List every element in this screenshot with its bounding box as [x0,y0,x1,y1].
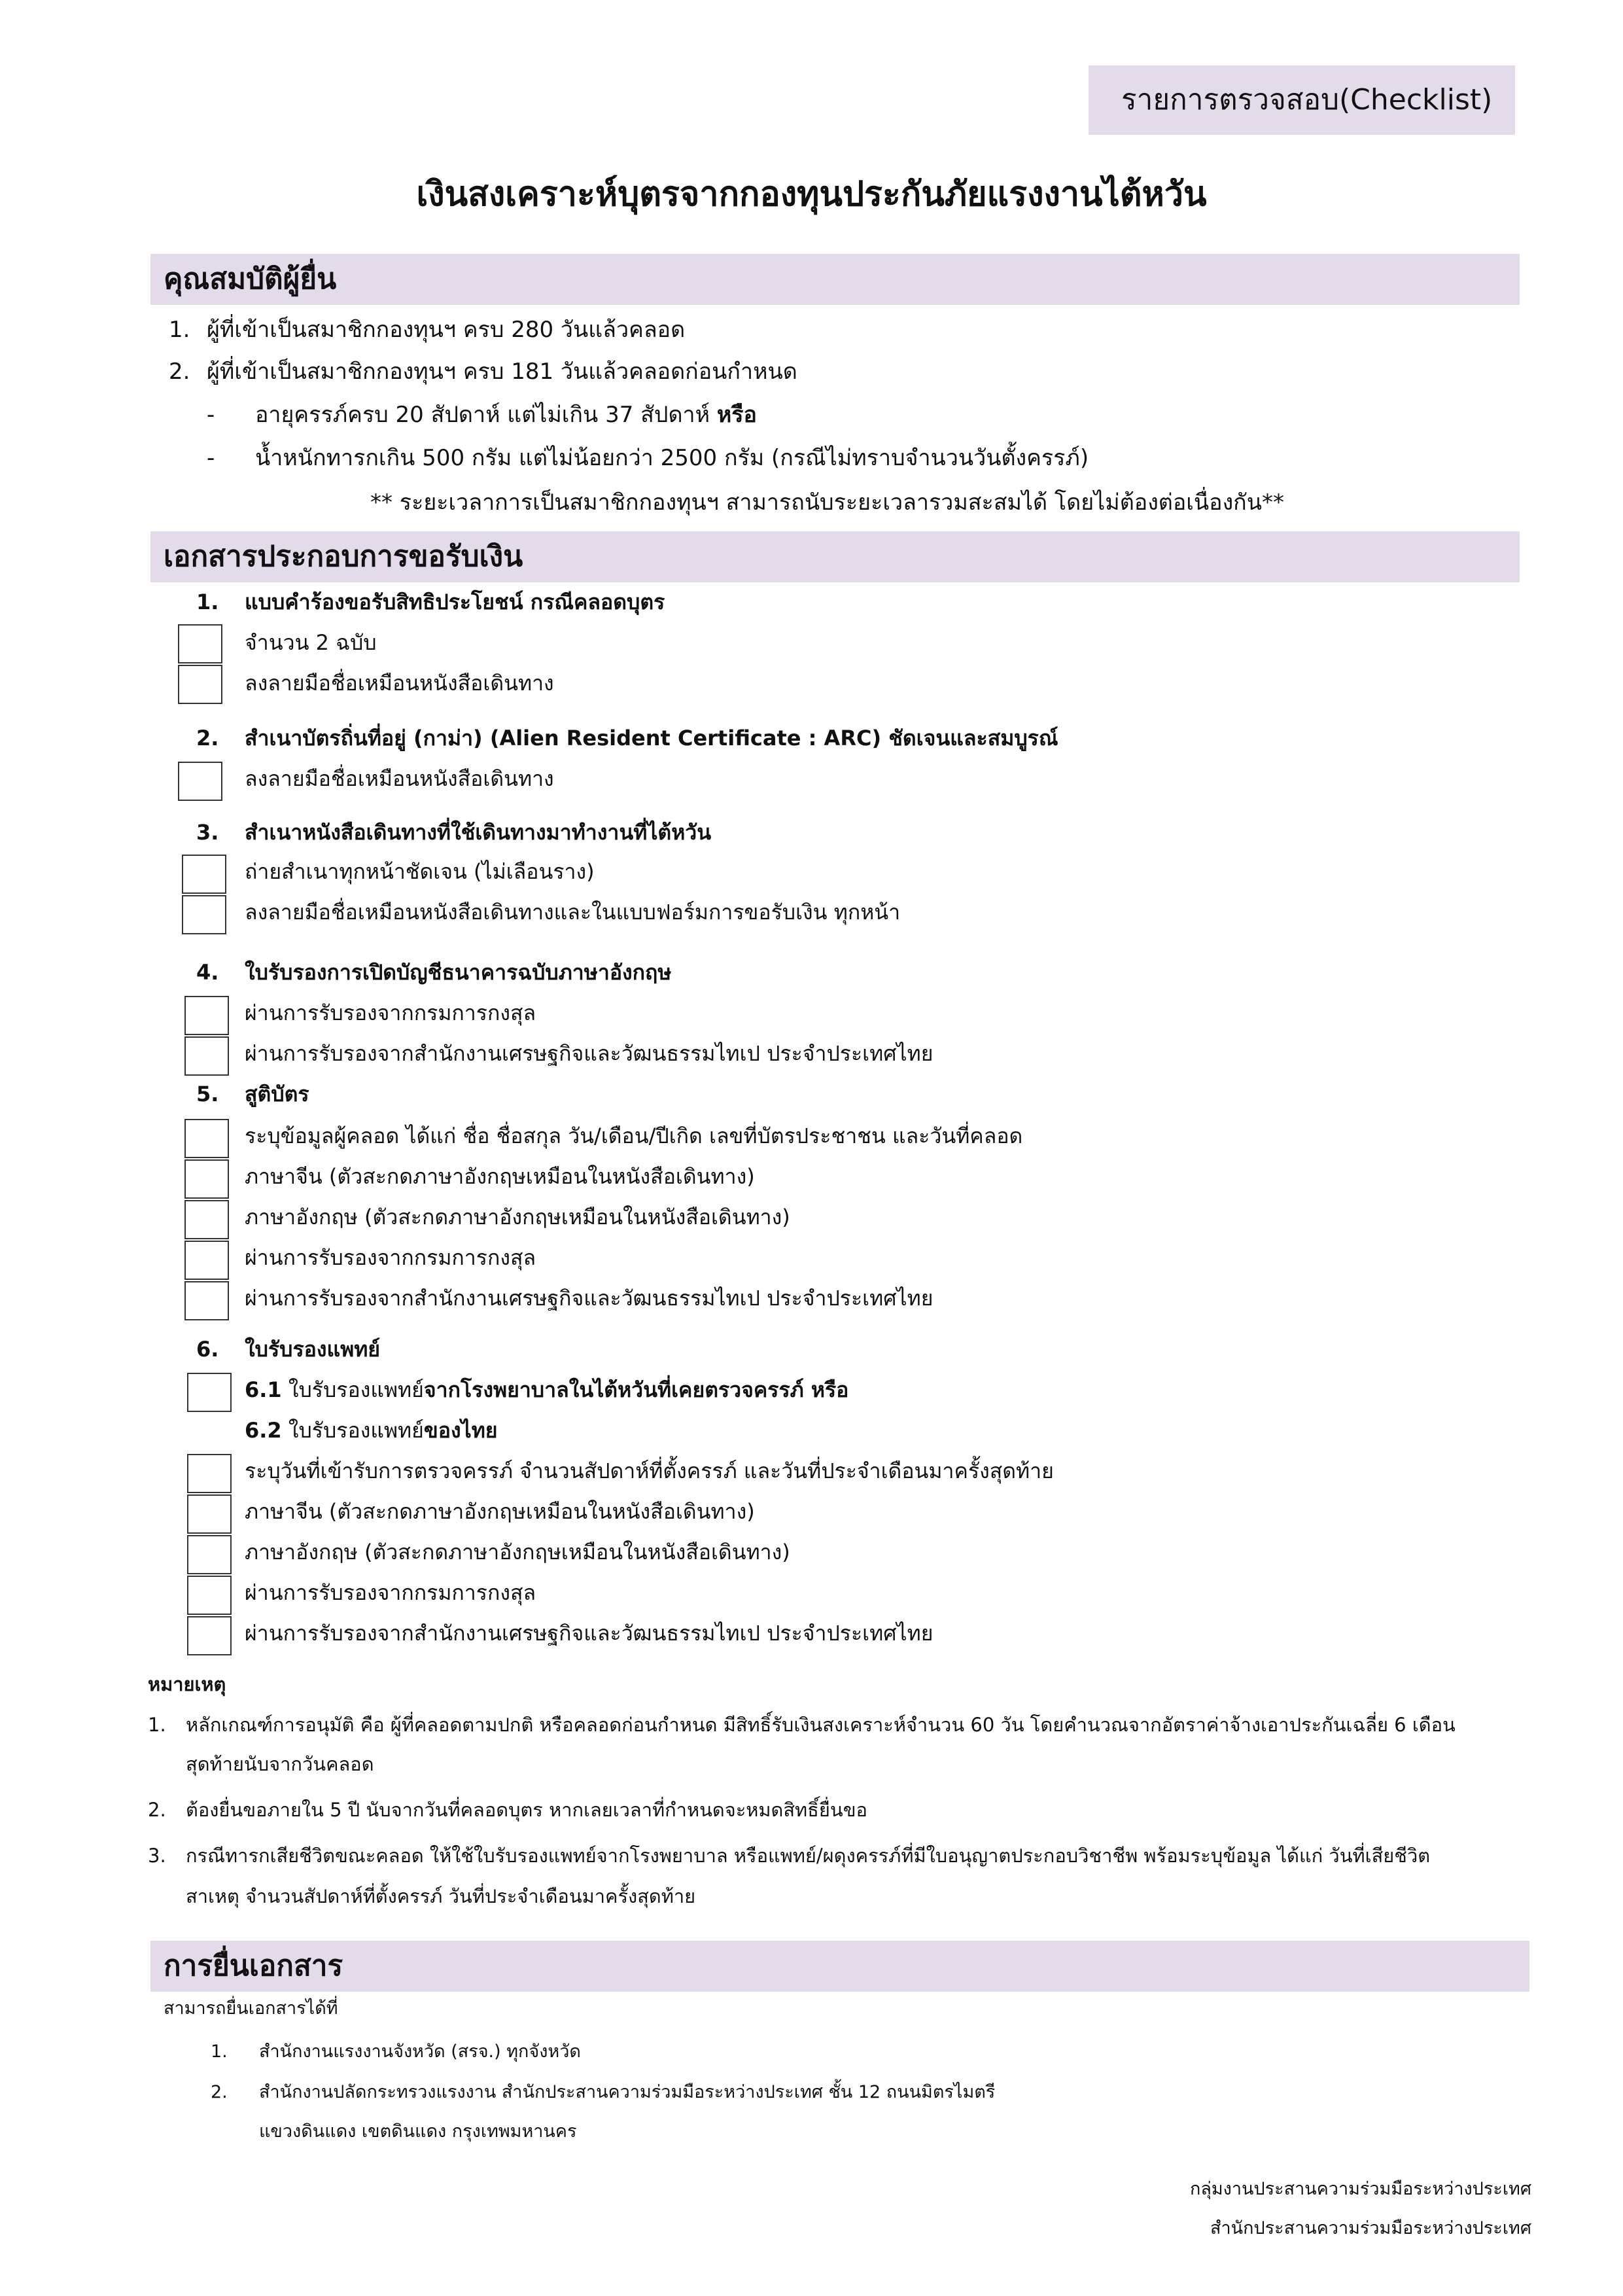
location-line: แขวงดินแดง เขตดินแดง กรุงเทพมหานคร [259,2121,577,2142]
qualification-item: ผู้ที่เข้าเป็นสมาชิกกองทุนฯ ครบ 280 วันแล้วคลอด [207,317,686,343]
checklist-item: ภาษาอังกฤษ (ตัวสะกดภาษาอังกฤษเหมือนในหนังสือเดินทาง) [245,1540,790,1564]
qualification-sub-emphasis: หรือ [716,402,757,428]
section-heading-submission: การยื่นเอกสาร [150,1941,1529,1992]
checkbox[interactable] [178,665,222,704]
location-line: สำนักงานแรงงานจังหวัด (สรจ.) ทุกจังหวัด [259,2041,581,2062]
checklist-item: ภาษาจีน (ตัวสะกดภาษาอังกฤษเหมือนในหนังสือเดินทาง) [245,1499,755,1524]
remark-number: 3. [148,1845,166,1867]
option-emphasis: จากโรงพยาบาลในไต้หวันที่เคยตรวจครรภ์ หรือ [423,1377,849,1402]
document-title: ใบรับรองแพทย์ [245,1337,381,1362]
checkbox[interactable] [184,996,229,1035]
checkbox[interactable] [182,855,226,894]
location-number: 1. [211,2041,228,2062]
checklist-item: ภาษาอังกฤษ (ตัวสะกดภาษาอังกฤษเหมือนในหนังสือเดินทาง) [245,1205,790,1229]
document-title: สูติบัตร [245,1082,309,1106]
option-text: ใบรับรองแพทย์ [288,1377,424,1402]
submission-intro: สามารถยื่นเอกสารได้ที่ [164,1998,338,2019]
medical-cert-option [245,1375,848,1404]
section-heading-documents: เอกสารประกอบการขอรับเงิน [150,531,1520,582]
checkbox[interactable] [178,762,222,801]
checklist-item: ผ่านการรับรองจากกรมการกงสุล [245,1580,536,1605]
remark-line: สุดท้ายนับจากวันคลอด [186,1753,374,1775]
checkbox[interactable] [184,1241,229,1280]
option-emphasis: ของไทย [423,1418,498,1443]
footer-office: สำนักประสานความร่วมมือระหว่างประเทศ [1210,2218,1531,2238]
remark-number: 1. [148,1714,166,1736]
remark-number: 2. [148,1799,166,1821]
document-number: 5. [196,1082,219,1106]
qualification-item: ผู้ที่เข้าเป็นสมาชิกกองทุนฯ ครบ 181 วันแล้วคลอดก่อนกำหนด [207,359,797,385]
qualification-sub-item [255,400,757,429]
checklist-tag: รายการตรวจสอบ(Checklist) [1089,65,1515,135]
checklist-item: ผ่านการรับรองจากกรมการกงสุล [245,1245,536,1270]
qualification-dash: - [207,445,215,471]
remark-line: หลักเกณฑ์การอนุมัติ คือ ผู้ที่คลอดตามปกติ หรือคลอดก่อนกำหนด มีสิทธิ์รับเงินสงเคราะห์จำนวน 60 วัน โดยคำนวณจากอัตราค่าจ้างเอาประกันเฉลี่ย 6 เดือน [186,1714,1456,1736]
checklist-item: ผ่านการรับรองจากสำนักงานเศรษฐกิจและวัฒนธรรมไทเป ประจำประเทศไทย [245,1041,934,1066]
membership-note: ** ระยะเวลาการเป็นสมาชิกกองทุนฯ สามารถนับระยะเวลารวมสะสมได้ โดยไม่ต้องต่อเนื่องกัน** [370,489,1285,516]
footer-department: กลุ่มงานประสานความร่วมมือระหว่างประเทศ [1189,2179,1531,2199]
location-line: สำนักงานปลัดกระทรวงแรงงาน สำนักประสานความร่วมมือระหว่างประเทศ ชั้น 12 ถนนมิตรไมตรี [259,2082,996,2102]
qualification-sub-text: อายุครรภ์ครบ 20 สัปดาห์ แต่ไม่เกิน 37 สัปดาห์ [255,402,710,428]
checklist-item: ลงลายมือชื่อเหมือนหนังสือเดินทาง [245,671,554,696]
checkbox[interactable] [178,624,222,663]
checkbox[interactable] [187,1373,232,1412]
option-text: ใบรับรองแพทย์ [288,1418,424,1443]
location-number: 2. [211,2082,228,2102]
checkbox[interactable] [184,1119,229,1158]
option-number: 6.2 [245,1418,282,1443]
checkbox[interactable] [187,1535,232,1574]
checkbox[interactable] [184,1200,229,1239]
qualification-dash: - [207,402,215,428]
checklist-item: ผ่านการรับรองจากสำนักงานเศรษฐกิจและวัฒนธรรมไทเป ประจำประเทศไทย [245,1621,934,1646]
checklist-item: ลงลายมือชื่อเหมือนหนังสือเดินทาง [245,766,554,791]
checkbox[interactable] [187,1494,232,1534]
checklist-item: จำนวน 2 ฉบับ [245,630,377,655]
checklist-item: ลงลายมือชื่อเหมือนหนังสือเดินทางและในแบบฟอร์มการขอรับเงิน ทุกหน้า [245,900,901,925]
document-title: แบบคำร้องขอรับสิทธิประโยชน์ กรณีคลอดบุตร [245,590,665,614]
checkbox[interactable] [187,1454,232,1493]
remarks-heading: หมายเหตุ [148,1673,226,1695]
document-title: สำเนาหนังสือเดินทางที่ใช้เดินทางมาทำงานที่ไต้หวัน [245,820,712,845]
checklist-item: ภาษาจีน (ตัวสะกดภาษาอังกฤษเหมือนในหนังสือเดินทาง) [245,1164,755,1189]
checklist-item: ผ่านการรับรองจากสำนักงานเศรษฐกิจและวัฒนธรรมไทเป ประจำประเทศไทย [245,1286,934,1311]
document-title: สำเนาบัตรถิ่นที่อยู่ (กาม่า) (Alien Resident Certificate : ARC) ชัดเจนและสมบูรณ์ [245,726,1058,751]
option-number: 6.1 [245,1377,282,1402]
qualification-number: 2. [169,359,190,385]
checkbox[interactable] [187,1616,232,1655]
document-number: 3. [196,820,219,845]
page-title: เงินสงเคราะห์บุตรจากกองทุนประกันภัยแรงงานไต้หวัน [416,175,1207,214]
checkbox[interactable] [184,1281,229,1320]
qualification-sub-item: น้ำหนักทารกเกิน 500 กรัม แต่ไม่น้อยกว่า 2500 กรัม (กรณีไม่ทราบจำนวนวันตั้งครรภ์) [255,445,1089,471]
document-number: 1. [196,590,219,614]
qualification-number: 1. [169,317,190,343]
document-number: 2. [196,726,219,751]
checklist-item: ถ่ายสำเนาทุกหน้าชัดเจน (ไม่เลือนราง) [245,859,595,884]
remark-line: ต้องยื่นขอภายใน 5 ปี นับจากวันที่คลอดบุตร หากเลยเวลาที่กำหนดจะหมดสิทธิ์ยื่นขอ [186,1799,867,1821]
document-title: ใบรับรองการเปิดบัญชีธนาคารฉบับภาษาอังกฤษ [245,960,672,985]
remark-line: กรณีทารกเสียชีวิตขณะคลอด ให้ใช้ใบรับรองแพทย์จากโรงพยาบาล หรือแพทย์/ผดุงครรภ์ที่มีใบอนุญาตประกอบวิชาชีพ พร้อมระบุข้อมูล ได้แก่ วันที่เสียชีวิต [186,1845,1431,1867]
checklist-item: ระบุวันที่เข้ารับการตรวจครรภ์ จำนวนสัปดาห์ที่ตั้งครรภ์ และวันที่ประจำเดือนมาครั้งสุดท้าย [245,1458,1054,1483]
medical-cert-option [245,1416,498,1445]
section-heading-qualifications: คุณสมบัติผู้ยื่น [150,254,1520,305]
checkbox[interactable] [184,1036,229,1076]
document-number: 4. [196,960,219,985]
checkbox[interactable] [184,1159,229,1199]
checklist-item: ระบุข้อมูลผู้คลอด ได้แก่ ชื่อ ชื่อสกุล วัน/เดือน/ปีเกิด เลขที่บัตรประชาชน และวันที่คลอด [245,1123,1023,1148]
document-number: 6. [196,1337,219,1362]
checkbox[interactable] [182,895,226,934]
checkbox[interactable] [187,1576,232,1615]
checklist-item: ผ่านการรับรองจากกรมการกงสุล [245,1000,536,1025]
remark-line: สาเหตุ จำนวนสัปดาห์ที่ตั้งครรภ์ วันที่ประจำเดือนมาครั้งสุดท้าย [186,1885,696,1907]
